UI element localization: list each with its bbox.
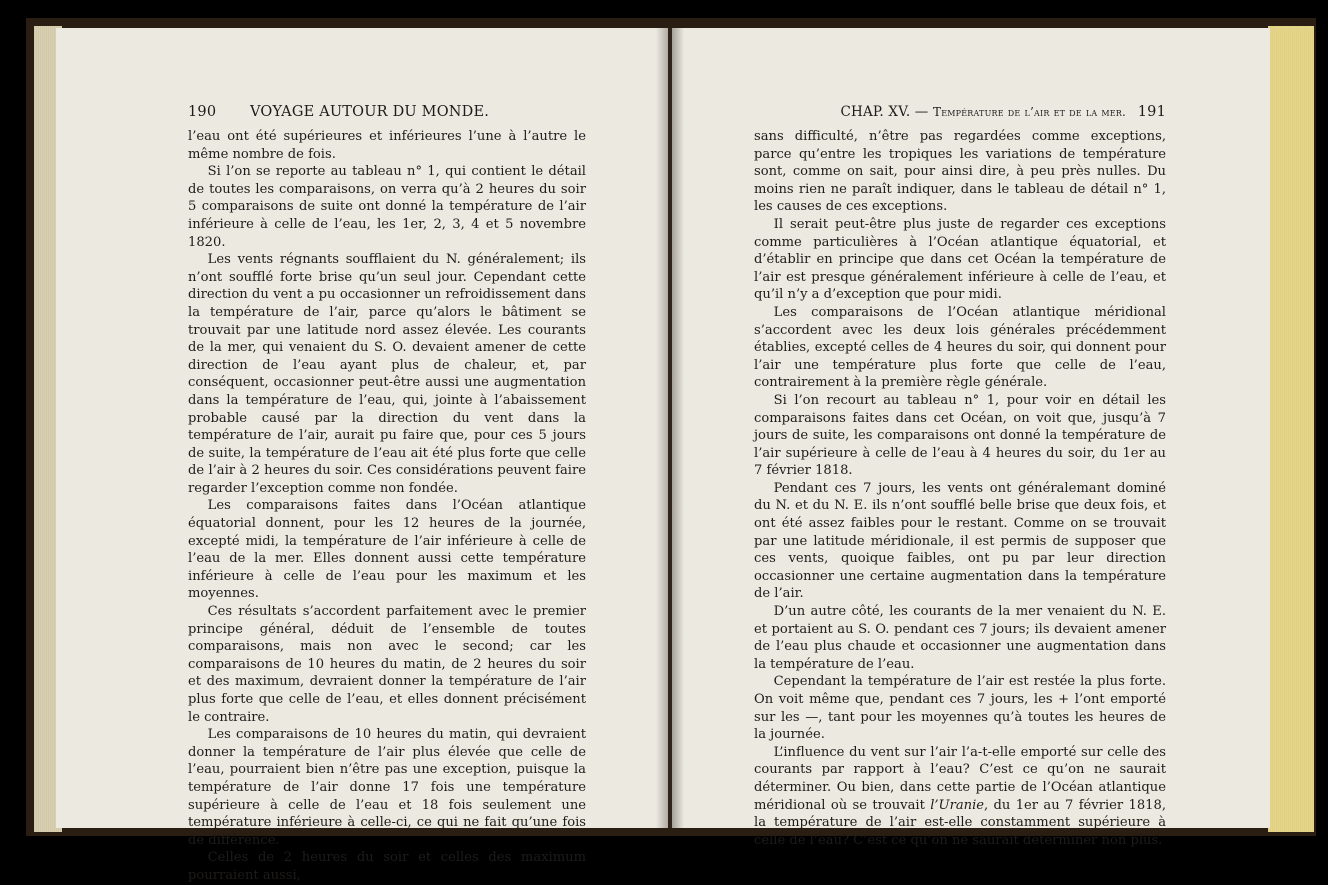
paragraph xyxy=(754,744,1166,850)
paragraph: Si l’on recourt au tableau n° 1, pour voir en détail les comparaisons faites dans cet Océan, on voit que, jusqu’à 7 jours de suite, les comparaisons ont donné la température de l’air supérieure à celle de l’eau à 4 heures du soir, du 1er au 7 février 1818. xyxy=(754,392,1166,479)
paragraph: Si l’on se reporte au tableau n° 1, qui contient le détail de toutes les comparaisons, on verra qu’à 2 heures du soir 5 comparaisons de suite ont donné la température de l’air inférieure à celle de l’eau, les 1er, 2, 3, 4 et 5 novembre 1820. xyxy=(188,164,586,250)
page-number: 190 xyxy=(188,104,217,120)
running-title: VOYAGE AUTOUR DU MONDE. xyxy=(250,104,490,120)
paragraph: Les comparaisons faites dans l’Océan atlantique équatorial donnent, pour les 12 heures de la journée, excepté midi, la température de l’air inférieure à celle de l’eau de la mer. Elles donnent aussi cette température inférieure à celle de l’eau pour les maximum et les moyennes. xyxy=(188,498,586,602)
paragraph: Pendant ces 7 jours, les vents ont généralemant dominé du N. et du N. E. ils n’ont soufflé belle brise que deux fois, et ont été assez faibles pour le restant. Comme on se trouvait par une latitude méridionale, il est permis de supposer que ces vents, quoique faibles, ont pu par leur direction occasionner une certaine augmentation dans la température de l’air. xyxy=(754,480,1166,602)
ship-name: l’Uranie xyxy=(930,797,985,813)
book-gutter xyxy=(656,28,684,828)
left-body-text xyxy=(188,128,586,885)
page-edges-right xyxy=(1268,26,1314,832)
paragraph: sans difficulté, n’être pas regardées comme exceptions, parce qu’entre les tropiques les variations de température sont, comme on sait, pour ainsi dire, à peu près nulles. Du moins rien ne paraît indiquer, dans le tableau de détail n° 1, les causes de ces exceptions. xyxy=(754,129,1166,215)
paragraph: Cependant la température de l’air est restée la plus forte. On voit même que, pendant ces 7 jours, les + l’ont emporté sur les —, tant pour les moyennes qu’à toutes les heures de la journée. xyxy=(754,674,1166,743)
chapter-title: Température de l’air et de la mer. xyxy=(933,105,1126,119)
paragraph: Les comparaisons de l’Océan atlantique méridional s’accordent avec les deux lois générales précédemment établies, excepté celles de 4 heures du soir, qui donnent pour l’air une température plus forte que celle de l’eau, contrairement à la première règle générale. xyxy=(754,304,1166,391)
paragraph: D’un autre côté, les courants de la mer venaient du N. E. et portaient au S. O. pendant ces 7 jours; ils devaient amener de l’eau plus chaude et occasionner une augmentation dans la température de l’eau. xyxy=(754,604,1166,672)
text-run: L’influence du vent sur l’air l’a-t-elle emporté sur celle des courants par rapport à l’eau? C’est ce qu’on ne saurait déterminer. Ou bien, dans cette partie de l’Océan atlantique méridional où se trouvait xyxy=(754,744,1166,813)
text-run: , du 1er au 7 février 1818, la température de l’air est-elle constamment supérieure à celle de l’eau? C’est ce qu’on ne saurait déterminer non plus. xyxy=(754,797,1166,848)
right-body-text xyxy=(754,128,1166,849)
paragraph: Les vents régnants soufflaient du N. généralement; ils n’ont soufflé forte brise qu’un seul jour. Cependant cette direction du vent a pu occasionner un refroidissement dans la température de l’air, parce qu’alors le bâtiment se trouvait par une latitude nord assez élevée. Les courants de la mer, qui venaient du S. O. devaient amener de cette direction de l’eau ayant plus de chaleur, et, par conséquent, occasionner peut-être aussi une augmentation dans la température de l’eau, qui, jointe à l’abaissement probable causé par la direction du vent dans la température de l’air, aurait pu faire que, pour ces 5 jours de suite, la température de l’eau ait été plus forte que celle de l’air à 2 heures du soir. Ces considérations peuvent faire regarder l’exception comme non fondée. xyxy=(188,252,586,496)
paragraph: Ces résultats s’accordent parfaitement avec le premier principe général, déduit de l’ensemble de toutes comparaisons, mais non avec le second; car les comparaisons de 10 heures du matin, de 2 heures du soir et des maximum, devraient donner la température de l’air plus forte que celle de l’eau, et elles donnent précisément le contraire. xyxy=(188,604,586,725)
chapter-number: CHAP. XV. — xyxy=(840,104,929,120)
paragraph: Il serait peut-être plus juste de regarder ces exceptions comme particulières à l’Océan atlantique équatorial, et d’établir en principe que dans cet Océan la température de l’air est presque généralement inférieure à celle de l’eau, et qu’il n’y a d’exception que pour midi. xyxy=(754,216,1166,303)
page-number: 191 xyxy=(1137,104,1166,120)
running-title xyxy=(840,104,1126,120)
paragraph: Celles de 2 heures du soir et celles des maximum pourraient aussi, xyxy=(188,850,586,883)
paragraph: l’eau ont été supérieures et inférieures l’une à l’autre le même nombre de fois. xyxy=(188,129,586,162)
paragraph: Les comparaisons de 10 heures du matin, qui devraient donner la température de l’air plus élevée que celle de l’eau, pourraient bien n’être pas une exception, puisque la température de l’air donne 17 fois une température supérieure à celle de l’eau et 18 fois seulement une température inférieure à celle-ci, ce qui ne fait qu’une fois de différence. xyxy=(188,727,586,848)
right-page xyxy=(672,28,1270,848)
left-page xyxy=(56,28,668,883)
